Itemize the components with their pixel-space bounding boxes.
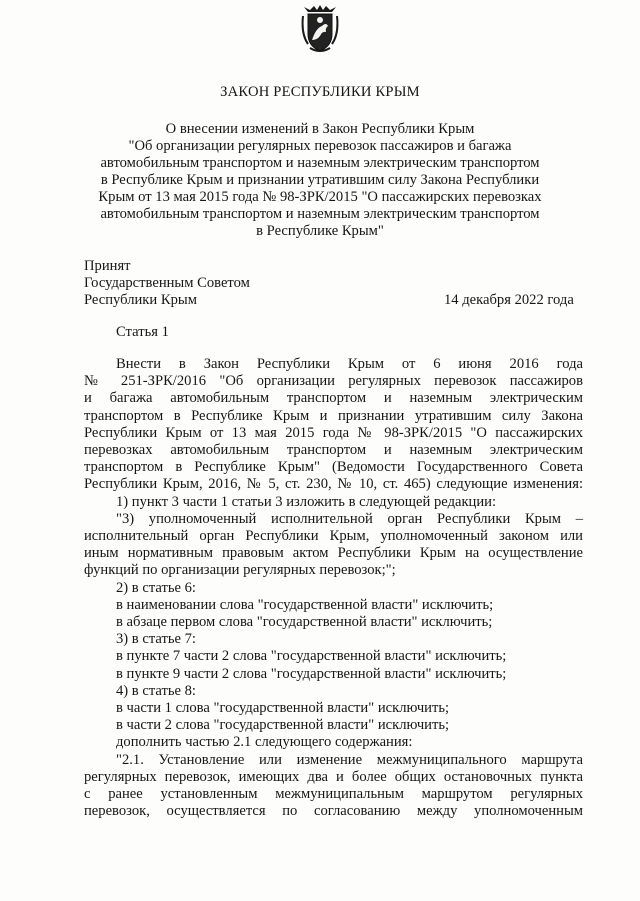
body-line: с ранее установленным межмуниципальным маршрутом регулярных (84, 786, 583, 802)
body-line: Республики Крым, 2016, № 5, ст. 230, № 10, ст. 465) следующие изменения: (84, 476, 583, 493)
body-line: "3) уполномоченный исполнительной орган Республики Крым – (116, 510, 583, 527)
subject-line: автомобильным транспортом и наземным электрическим транспортом (100, 155, 540, 171)
subject-line: О внесении изменений в Закон Республики Крым (165, 121, 475, 137)
adopted-line: Республики Крым (84, 292, 197, 308)
body-line: перевозок, осуществляется по согласованию между уполномоченным (84, 803, 583, 820)
subject-line: автомобильным транспортом и наземным электрическим транспортом (100, 206, 540, 222)
law-title: ЗАКОН РЕСПУБЛИКИ КРЫМ (220, 84, 420, 100)
body-line: 4) в статье 8: (116, 682, 196, 699)
adoption-date: 14 декабря 2022 года (444, 292, 574, 308)
body-line: функций по организации регулярных перевозок;"; (84, 562, 396, 579)
body-line: транспортом в Республике Крым и признании утратившим силу Закона (84, 407, 583, 424)
subject-line: Крым от 13 мая 2015 года № 98-ЗРК/2015 "О пассажирских перевозках (98, 189, 542, 205)
body-line: иным нормативным правовым актом Республики Крым на осуществление (84, 545, 583, 562)
body-line: "2.1. Установление или изменение межмуниципального маршрута (116, 751, 583, 768)
body-line: в части 1 слова "государственной власти" исключить; (116, 700, 450, 716)
body-line: 3) в статье 7: (116, 631, 196, 648)
body-line: № 251-ЗРК/2016 "Об организации регулярных перевозок пассажиров (84, 373, 583, 390)
body-line: исполнительный орган Республики Крым, уполномоченный законом или (84, 528, 583, 544)
body-line: перевозках автомобильным транспортом и наземным электрическим (84, 442, 583, 458)
body-line: Внести в Закон Республики Крым от 6 июня 2016 года (116, 356, 583, 372)
adopted-line: Государственным Советом (84, 275, 250, 291)
body-line: дополнить частью 2.1 следующего содержания: (116, 734, 413, 751)
body-line: и багажа автомобильным транспортом и наземным электрическим (84, 390, 583, 407)
adopted-line: Принят (84, 258, 131, 274)
body-line: в наименовании слова "государственной власти" исключить; (116, 596, 494, 613)
body-line: в пункте 9 части 2 слова "государственной власти" исключить; (116, 665, 507, 682)
subject-line: в Республике Крым" (256, 223, 384, 239)
article-heading: Статья 1 (116, 324, 169, 340)
subject-line: в Республике Крым и признании утратившим силу Закона Республики (100, 172, 540, 188)
body-line: Республики Крым от 13 мая 2015 года № 98-ЗРК/2015 "О пассажирских (84, 424, 583, 441)
body-line: в части 2 слова "государственной власти" исключить; (116, 717, 450, 734)
body-line: в пункте 7 части 2 слова "государственной власти" исключить; (116, 648, 507, 665)
subject-line: "Об организации регулярных перевозок пассажиров и багажа (128, 138, 512, 154)
coat-of-arms-icon (300, 4, 340, 54)
body-line: транспортом в Республике Крым" (Ведомости Государственного Совета (84, 459, 583, 476)
body-line: 1) пункт 3 части 1 статьи 3 изложить в следующей редакции: (116, 493, 497, 510)
body-line: регулярных перевозок, имеющих два и более общих остановочных пункта (84, 768, 583, 785)
body-line: 2) в статье 6: (116, 579, 196, 596)
body-line: в абзаце первом слова "государственной власти" исключить; (116, 614, 493, 630)
